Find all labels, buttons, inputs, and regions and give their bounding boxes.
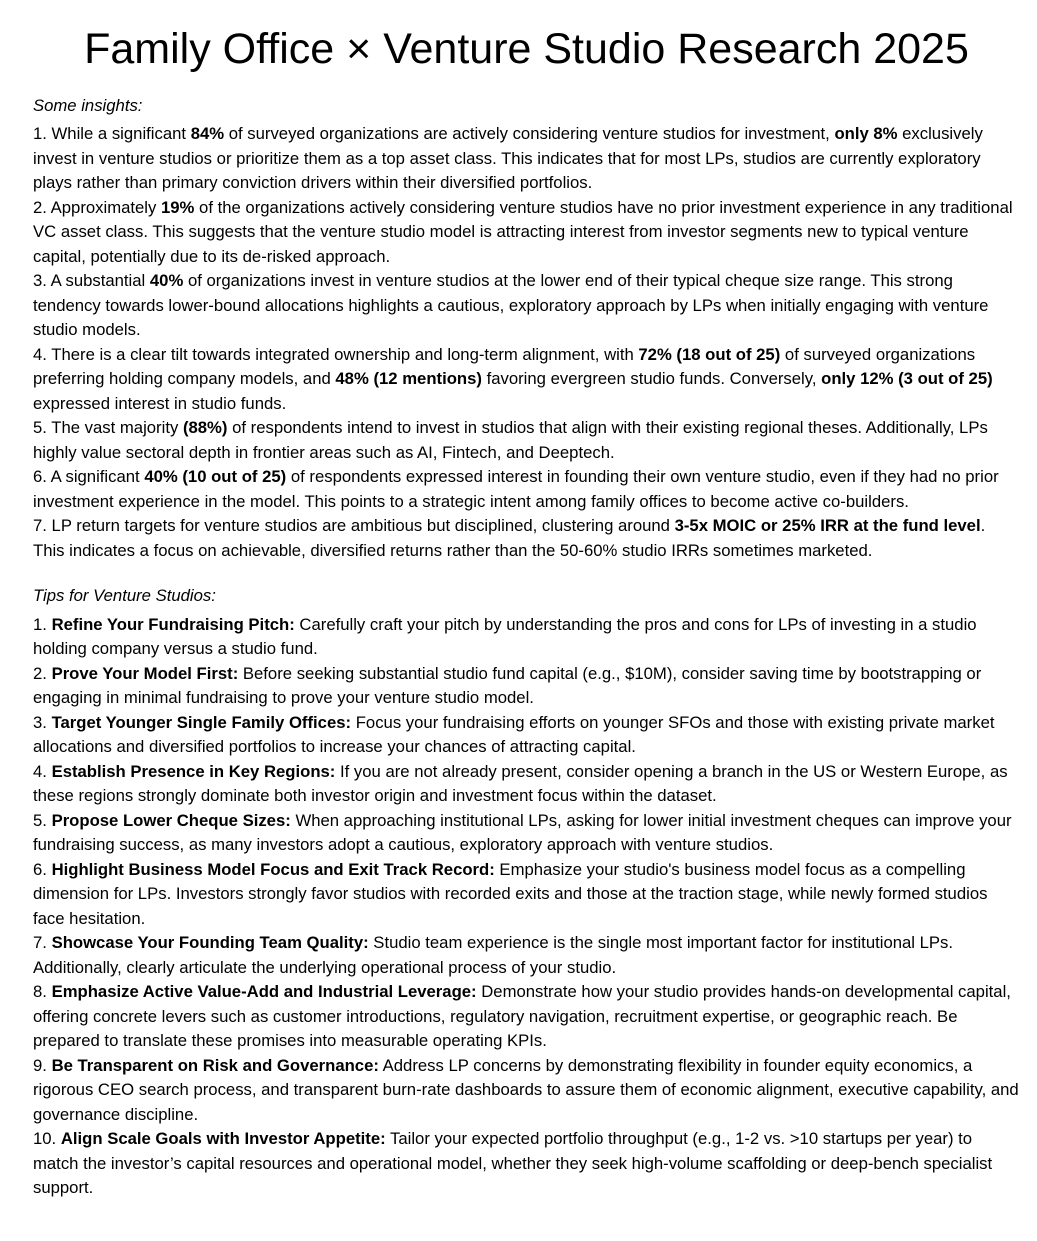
page-title: Family Office × Venture Studio Research 2025 — [84, 25, 969, 73]
tip-item: 6. Highlight Business Model Focus and Exit Track Record: Emphasize your studio's business model focus as a compelling dimension for LPs. Investors strongly favor studios with recorded exits and those at the traction stage, while newly formed studios face hesitation. — [33, 859, 988, 928]
insights-heading: Some insights: — [33, 95, 143, 115]
insight-item: 7. LP return targets for venture studios are ambitious but disciplined, clustering around 3-5x MOIC or 25% IRR at the fund level. This indicates a focus on achievable, diversified returns rather than the 50-60% studio IRRs sometimes marketed. — [33, 516, 986, 560]
insight-item: 3. A substantial 40% of organizations invest in venture studios at the lower end of their typical cheque size range. This strong tendency towards lower-bound allocations highlights a cautious, exploratory approach by LPs when initially engaging with venture studio models. — [33, 271, 989, 340]
tip-item: 3. Target Younger Single Family Offices: Focus your fundraising efforts on younger SFOs and those with existing private market allocations and diversified portfolios to increase your chances of attracting capital. — [33, 712, 995, 757]
tips-list — [33, 613, 1020, 1201]
insights-list — [33, 122, 1020, 563]
insight-item: 2. Approximately 19% of the organizations actively considering venture studios have no prior investment experience in any traditional VC asset class. This suggests that the venture studio model is attracting interest from investor segments new to typical venture capital, potentially due to its de-risked approach. — [33, 197, 1013, 266]
tip-item: 1. Refine Your Fundraising Pitch: Carefully craft your pitch by understanding the pros and cons for LPs of investing in a studio holding company versus a studio fund. — [33, 614, 977, 659]
tip-item: 9. Be Transparent on Risk and Governance: Address LP concerns by demonstrating flexibility in founder equity economics, a rigorous CEO search process, and transparent burn-rate dashboards to assure them of economic alignment, executive capability, and governance discipline. — [33, 1055, 1019, 1124]
tips-heading: Tips for Venture Studios: — [33, 586, 216, 606]
insight-item: 6. A significant 40% (10 out of 25) of respondents expressed interest in founding their own venture studio, even if they had no prior investment experience in the model. This points to a strategic intent among family offices to become active co-builders. — [33, 467, 999, 511]
insight-item: 4. There is a clear tilt towards integrated ownership and long-term alignment, with 72% (18 out of 25) of surveyed organizations preferring holding company models, and 48% (12 mentions) favoring evergreen studio funds. Conversely, only 12% (3 out of 25) expressed interest in studio funds. — [33, 344, 993, 413]
tip-item: 5. Propose Lower Cheque Sizes: When approaching institutional LPs, asking for lower initial investment cheques can improve your fundraising success, as many investors adopt a cautious, exploratory approach with venture studios. — [33, 810, 1012, 855]
tip-item: 10. Align Scale Goals with Investor Appetite: Tailor your expected portfolio throughput (e.g., 1-2 vs. >10 startups per year) to match the investor’s capital resources and operational model, whether they seek high-volume scaffolding or deep-bench specialist support. — [33, 1129, 993, 1198]
tip-item: 4. Establish Presence in Key Regions: If you are not already present, consider opening a branch in the US or Western Europe, as these regions strongly dominate both investor origin and investment focus within the dataset. — [33, 761, 1008, 806]
tip-item: 8. Emphasize Active Value-Add and Industrial Leverage: Demonstrate how your studio provides hands-on developmental capital, offering concrete levers such as customer introductions, regulatory navigation, recruitment expertise, or geographic reach. Be prepared to translate these promises into measurable operating KPIs. — [33, 982, 1011, 1051]
tip-item: 2. Prove Your Model First: Before seeking substantial studio fund capital (e.g., $10M), consider saving time by bootstrapping or engaging in minimal fundraising to prove your venture studio model. — [33, 663, 982, 708]
insight-item: 5. The vast majority (88%) of respondents intend to invest in studios that align with their existing regional theses. Additionally, LPs highly value sectoral depth in frontier areas such as AI, Fintech, and Deeptech. — [33, 418, 988, 462]
insight-item: 1. While a significant 84% of surveyed organizations are actively considering venture studios for investment, only 8% exclusively invest in venture studios or prioritize them as a top asset class. This indicates that for most LPs, studios are currently exploratory plays rather than primary conviction drivers within their diversified portfolios. — [33, 124, 983, 193]
tip-item: 7. Showcase Your Founding Team Quality: Studio team experience is the single most important factor for institutional LPs. Additionally, clearly articulate the underlying operational process of your studio. — [33, 933, 954, 977]
